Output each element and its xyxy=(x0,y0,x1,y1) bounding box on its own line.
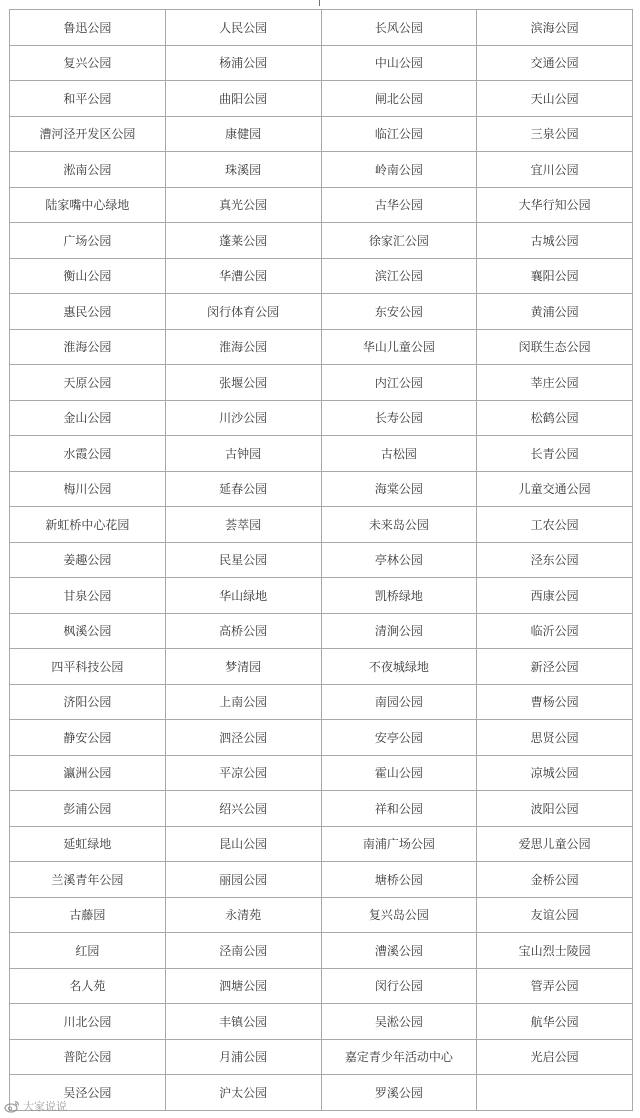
park-name-cell: 康健园 xyxy=(165,116,321,152)
park-name-cell: 海棠公园 xyxy=(321,471,477,507)
park-name-cell: 复兴岛公园 xyxy=(321,897,477,933)
park-name-cell: 交通公园 xyxy=(477,45,633,81)
table-row xyxy=(10,223,633,259)
park-name-cell: 古华公园 xyxy=(321,187,477,223)
park-name-cell: 鲁迅公园 xyxy=(10,10,166,46)
park-name-cell: 复兴公园 xyxy=(10,45,166,81)
park-name-cell: 广场公园 xyxy=(10,223,166,259)
table-row xyxy=(10,826,633,862)
table-row xyxy=(10,649,633,685)
park-name-cell: 吴淞公园 xyxy=(321,1004,477,1040)
park-name-cell: 月浦公园 xyxy=(165,1039,321,1075)
table-row xyxy=(10,116,633,152)
park-name-cell: 泗泾公园 xyxy=(165,720,321,756)
park-name-cell: 吴泾公园 xyxy=(10,1075,166,1111)
park-name-cell: 安亭公园 xyxy=(321,720,477,756)
park-name-cell: 川北公园 xyxy=(10,1004,166,1040)
park-name-cell: 蓬莱公园 xyxy=(165,223,321,259)
weibo-logo-icon xyxy=(4,1099,20,1113)
park-name-cell: 光启公园 xyxy=(477,1039,633,1075)
park-name-cell: 平凉公园 xyxy=(165,755,321,791)
park-name-cell: 莘庄公园 xyxy=(477,365,633,401)
table-row xyxy=(10,294,633,330)
park-name-cell: 甘泉公园 xyxy=(10,578,166,614)
park-name-cell: 古钟园 xyxy=(165,436,321,472)
table-row xyxy=(10,968,633,1004)
park-name-cell: 航华公园 xyxy=(477,1004,633,1040)
park-name-cell: 昆山公园 xyxy=(165,826,321,862)
table-row xyxy=(10,81,633,117)
park-name-cell: 华山儿童公园 xyxy=(321,329,477,365)
park-name-cell: 管弄公园 xyxy=(477,968,633,1004)
table-row xyxy=(10,258,633,294)
park-name-cell: 南园公园 xyxy=(321,684,477,720)
park-name-cell: 金桥公园 xyxy=(477,862,633,898)
park-name-cell: 霍山公园 xyxy=(321,755,477,791)
table-row xyxy=(10,1075,633,1111)
park-name-cell: 大华行知公园 xyxy=(477,187,633,223)
park-name-cell: 惠民公园 xyxy=(10,294,166,330)
park-name-cell: 丽园公园 xyxy=(165,862,321,898)
park-name-cell: 塘桥公园 xyxy=(321,862,477,898)
park-name-cell: 水霞公园 xyxy=(10,436,166,472)
table-row xyxy=(10,507,633,543)
park-name-cell: 彭浦公园 xyxy=(10,791,166,827)
table-row xyxy=(10,1039,633,1075)
park-name-cell: 嘉定青少年活动中心 xyxy=(321,1039,477,1075)
park-name-cell: 漕溪公园 xyxy=(321,933,477,969)
park-name-cell: 襄阳公园 xyxy=(477,258,633,294)
park-name-cell: 兰溪青年公园 xyxy=(10,862,166,898)
park-name-cell: 淞南公园 xyxy=(10,152,166,188)
park-name-cell: 荟萃园 xyxy=(165,507,321,543)
park-name-cell: 亭林公园 xyxy=(321,542,477,578)
table-row xyxy=(10,436,633,472)
park-name-cell: 淮海公园 xyxy=(165,329,321,365)
park-name-cell: 丰镇公园 xyxy=(165,1004,321,1040)
park-name-cell: 静安公园 xyxy=(10,720,166,756)
park-name-cell: 曲阳公园 xyxy=(165,81,321,117)
table-row xyxy=(10,152,633,188)
park-name-cell: 波阳公园 xyxy=(477,791,633,827)
park-name-cell: 淮海公园 xyxy=(10,329,166,365)
park-name-cell: 长风公园 xyxy=(321,10,477,46)
watermark xyxy=(4,1098,67,1114)
top-crop-edge xyxy=(0,0,640,9)
table-row xyxy=(10,613,633,649)
park-name-cell: 姜趣公园 xyxy=(10,542,166,578)
park-name-cell: 长青公园 xyxy=(477,436,633,472)
table-row xyxy=(10,862,633,898)
park-name-cell: 内江公园 xyxy=(321,365,477,401)
table-row xyxy=(10,1004,633,1040)
park-name-cell: 真光公园 xyxy=(165,187,321,223)
park-name-cell xyxy=(477,1075,633,1111)
park-name-cell: 泗塘公园 xyxy=(165,968,321,1004)
park-name-cell: 滨江公园 xyxy=(321,258,477,294)
park-name-cell: 闵行体育公园 xyxy=(165,294,321,330)
park-name-cell: 泾南公园 xyxy=(165,933,321,969)
park-name-cell: 人民公园 xyxy=(165,10,321,46)
park-name-cell: 济阳公园 xyxy=(10,684,166,720)
park-name-cell: 延虹绿地 xyxy=(10,826,166,862)
table-row xyxy=(10,187,633,223)
park-name-cell: 祥和公园 xyxy=(321,791,477,827)
park-name-cell: 古藤园 xyxy=(10,897,166,933)
park-name-cell: 梅川公园 xyxy=(10,471,166,507)
table-row xyxy=(10,578,633,614)
park-name-cell: 绍兴公园 xyxy=(165,791,321,827)
table-row xyxy=(10,365,633,401)
park-name-cell: 工农公园 xyxy=(477,507,633,543)
park-name-cell: 上南公园 xyxy=(165,684,321,720)
park-name-cell: 古城公园 xyxy=(477,223,633,259)
park-name-cell: 宜川公园 xyxy=(477,152,633,188)
park-name-cell: 爱思儿童公园 xyxy=(477,826,633,862)
park-name-cell: 四平科技公园 xyxy=(10,649,166,685)
park-name-cell: 不夜城绿地 xyxy=(321,649,477,685)
top-divider-mark xyxy=(319,0,320,6)
park-name-cell: 松鹤公园 xyxy=(477,400,633,436)
park-name-cell: 思贤公园 xyxy=(477,720,633,756)
park-name-cell: 宝山烈士陵园 xyxy=(477,933,633,969)
park-name-cell: 滨海公园 xyxy=(477,10,633,46)
park-name-cell: 儿童交通公园 xyxy=(477,471,633,507)
park-name-cell: 岭南公园 xyxy=(321,152,477,188)
park-name-cell: 张堰公园 xyxy=(165,365,321,401)
park-name-cell: 永清苑 xyxy=(165,897,321,933)
watermark-text: 大家说说 xyxy=(23,1100,67,1113)
park-name-cell: 中山公园 xyxy=(321,45,477,81)
parks-table-container xyxy=(9,9,633,1111)
park-name-cell: 清涧公园 xyxy=(321,613,477,649)
park-name-cell: 罗溪公园 xyxy=(321,1075,477,1111)
park-name-cell: 天原公园 xyxy=(10,365,166,401)
park-name-cell: 凉城公园 xyxy=(477,755,633,791)
park-name-cell: 古松园 xyxy=(321,436,477,472)
park-name-cell: 闵行公园 xyxy=(321,968,477,1004)
park-name-cell: 新虹桥中心花园 xyxy=(10,507,166,543)
table-row xyxy=(10,45,633,81)
park-name-cell: 红园 xyxy=(10,933,166,969)
park-name-cell: 曹杨公园 xyxy=(477,684,633,720)
park-name-cell: 延春公园 xyxy=(165,471,321,507)
table-row xyxy=(10,755,633,791)
park-name-cell: 沪太公园 xyxy=(165,1075,321,1111)
park-name-cell: 和平公园 xyxy=(10,81,166,117)
table-row xyxy=(10,10,633,46)
park-name-cell: 凯桥绿地 xyxy=(321,578,477,614)
park-name-cell: 华山绿地 xyxy=(165,578,321,614)
park-name-cell: 金山公园 xyxy=(10,400,166,436)
table-row xyxy=(10,684,633,720)
park-name-cell: 徐家汇公园 xyxy=(321,223,477,259)
park-name-cell: 高桥公园 xyxy=(165,613,321,649)
park-name-cell: 闸北公园 xyxy=(321,81,477,117)
park-name-cell: 川沙公园 xyxy=(165,400,321,436)
table-row xyxy=(10,542,633,578)
park-name-cell: 衡山公园 xyxy=(10,258,166,294)
park-name-cell: 南浦广场公园 xyxy=(321,826,477,862)
park-name-cell: 新泾公园 xyxy=(477,649,633,685)
park-name-cell: 瀛洲公园 xyxy=(10,755,166,791)
table-row xyxy=(10,400,633,436)
park-name-cell: 漕河泾开发区公园 xyxy=(10,116,166,152)
park-name-cell: 三泉公园 xyxy=(477,116,633,152)
park-name-cell: 杨浦公园 xyxy=(165,45,321,81)
park-name-cell: 名人苑 xyxy=(10,968,166,1004)
park-name-cell: 珠溪园 xyxy=(165,152,321,188)
table-row xyxy=(10,897,633,933)
park-name-cell: 黄浦公园 xyxy=(477,294,633,330)
park-name-cell: 临沂公园 xyxy=(477,613,633,649)
table-row xyxy=(10,933,633,969)
park-name-cell: 枫溪公园 xyxy=(10,613,166,649)
park-name-cell: 临江公园 xyxy=(321,116,477,152)
park-name-cell: 梦清园 xyxy=(165,649,321,685)
park-name-cell: 民星公园 xyxy=(165,542,321,578)
park-name-cell: 友谊公园 xyxy=(477,897,633,933)
park-name-cell: 闵联生态公园 xyxy=(477,329,633,365)
table-row xyxy=(10,720,633,756)
table-row xyxy=(10,471,633,507)
park-name-cell: 陆家嘴中心绿地 xyxy=(10,187,166,223)
park-name-cell: 泾东公园 xyxy=(477,542,633,578)
table-row xyxy=(10,329,633,365)
park-name-cell: 华漕公园 xyxy=(165,258,321,294)
park-name-cell: 西康公园 xyxy=(477,578,633,614)
park-name-cell: 天山公园 xyxy=(477,81,633,117)
park-name-cell: 长寿公园 xyxy=(321,400,477,436)
park-name-cell: 普陀公园 xyxy=(10,1039,166,1075)
park-name-cell: 东安公园 xyxy=(321,294,477,330)
parks-table xyxy=(9,9,633,1111)
parks-table-body xyxy=(10,10,633,1111)
park-name-cell: 未来岛公园 xyxy=(321,507,477,543)
table-row xyxy=(10,791,633,827)
